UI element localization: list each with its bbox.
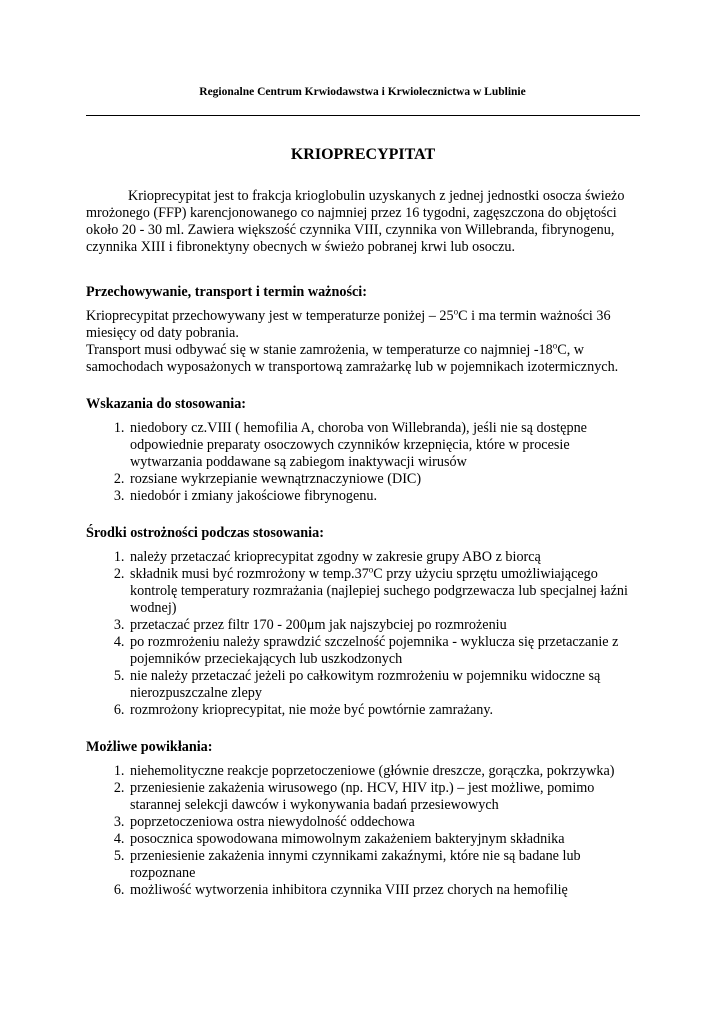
section-precautions: [86, 525, 640, 719]
section-indications: [86, 396, 640, 505]
complications-list: [86, 763, 640, 899]
storage-line-2: Transport musi odbywać się w stanie zamrożenia, w temperaturze co najmniej -18$^o$C, w samochodach wyposażonych w transportową zamrażarkę lub w pojemnikach izotermicznych.: [86, 340, 619, 375]
storage-heading: Przechowywanie, transport i termin ważności:: [86, 284, 367, 300]
intro-paragraph: Krioprecypitat jest to frakcja krioglobulin uzyskanych z jednej jednostki osocza świeżo mrożonego (FFP) karencjonowanego co najmniej przez 16 tygodni, zagęszczona do objętości około 20 - 30 ml. Zawiera większość czynnika VIII, czynnika von Willebranda, fibrynogenu, czynnika XIII i fibronektyny obecnych w świeżo pobranej krwi lub osoczu.: [86, 188, 625, 255]
list-item: 1. niedobory cz.VIII ( hemofilia A, choroba von Willebranda), jeśli nie są dostępne odpowiednie preparaty osoczowych czynników krzepnięcia, które w procesie wytwarzania poddawane są zabiegom inaktywacji wirusów: [128, 420, 640, 471]
list-item: 2. rozsiane wykrzepianie wewnątrznaczyniowe (DIC): [128, 471, 640, 488]
list-item: 1. należy przetaczać krioprecypitat zgodny w zakresie grupy ABO z biorcą: [128, 549, 640, 566]
list-item: 3. przetaczać przez filtr 170 - 200μm jak najszybciej po rozmrożeniu: [128, 617, 640, 634]
section-complications: [86, 739, 640, 899]
list-item: 5. nie należy przetaczać jeżeli po całkowitym rozmrożeniu w pojemniku widoczne są nierozpuszczalne zlepy: [128, 668, 640, 702]
list-item: 4. po rozmrożeniu należy sprawdzić szczelność pojemnika - wyklucza się przetaczanie z pojemników przeciekających lub uszkodzonych: [128, 634, 640, 668]
list-item: 4. posocznica spowodowana mimowolnym zakażeniem bakteryjnym składnika: [128, 831, 640, 848]
header-rule: [86, 115, 640, 116]
document-body: [86, 188, 640, 899]
list-item: 1. niehemolityczne reakcje poprzetoczeniowe (głównie dreszcze, gorączka, pokrzywka): [128, 763, 640, 780]
list-item: 3. poprzetoczeniowa ostra niewydolność oddechowa: [128, 814, 640, 831]
institution-header: Regionalne Centrum Krwiodawstwa i Krwiolecznictwa w Lublinie: [199, 86, 526, 98]
list-item: 6. możliwość wytworzenia inhibitora czynnika VIII przez chorych na hemofilię: [128, 882, 640, 899]
indications-list: [86, 420, 640, 505]
list-item: 2. przeniesienie zakażenia wirusowego (np. HCV, HIV itp.) – jest możliwe, pomimo starannej selekcji dawców i wykonywania badań przesiewowych: [128, 780, 640, 814]
list-item: 5. przeniesienie zakażenia innymi czynnikami zakaźnymi, które nie są badane lub rozpoznane: [128, 848, 640, 882]
storage-line-1: Krioprecypitat przechowywany jest w temperaturze poniżej – 25$^o$C i ma termin ważności 36 miesięcy od daty pobrania.: [86, 306, 611, 341]
document-title: KRIOPRECYPITAT: [290, 146, 436, 163]
complications-heading: Możliwe powikłania:: [86, 739, 213, 755]
section-storage: [86, 284, 640, 376]
list-item: 2. składnik musi być rozmrożony w temp.37$^o$C przy użyciu sprzętu umożliwiającego kontrolę temperatury rozmrażania (najlepiej suchego podgrzewacza lub specjalnej łaźni wodnej): [128, 566, 640, 617]
precautions-list: [86, 549, 640, 719]
list-item: 3. niedobór i zmiany jakościowe fibrynogenu.: [128, 488, 640, 505]
indications-heading: Wskazania do stosowania:: [86, 396, 247, 412]
list-item: 6. rozmrożony krioprecypitat, nie może być powtórnie zamrażany.: [128, 702, 640, 719]
precautions-heading: Środki ostrożności podczas stosowania:: [86, 525, 324, 541]
